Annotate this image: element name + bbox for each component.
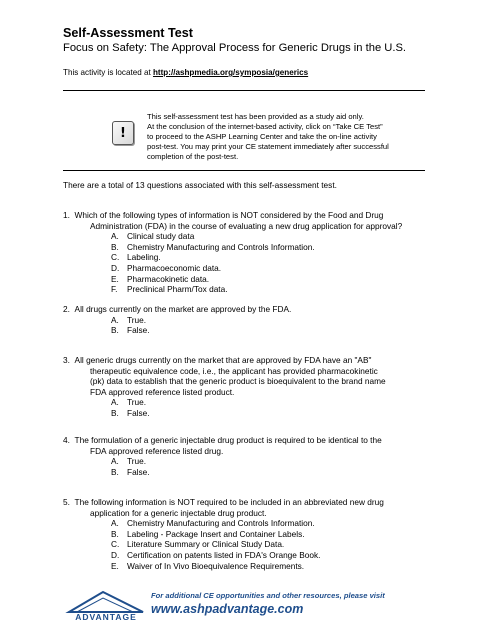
- answer-option: A. True.: [111, 314, 147, 325]
- advantage-logo: [63, 590, 149, 622]
- question-4: [63, 435, 382, 477]
- page-title: Self-Assessment Test: [63, 26, 193, 40]
- notice-line: completion of the post-test.: [147, 152, 239, 161]
- question-text: application for a generic injectable drug product.: [90, 507, 267, 518]
- question-stem: [63, 210, 402, 221]
- divider-bottom: [63, 170, 425, 171]
- question-text: FDA approved reference listed product.: [90, 386, 235, 397]
- question-number: 1.: [63, 210, 70, 220]
- question-5: [63, 497, 384, 571]
- logo-wordmark: ADVANTAGE: [75, 612, 137, 622]
- question-stem: [63, 355, 386, 366]
- footer-tagline: For additional CE opportunities and other resources, please visit: [151, 591, 385, 600]
- question-stem: [63, 497, 384, 508]
- answer-option: A. True.: [111, 397, 147, 408]
- question-2: [63, 304, 291, 336]
- footer-url[interactable]: www.ashpadvantage.com: [151, 602, 304, 616]
- answer-option: A. Clinical study data: [111, 231, 195, 242]
- question-3: [63, 355, 386, 419]
- question-number: 5.: [63, 497, 70, 507]
- answer-option: C. Labeling.: [111, 252, 161, 263]
- activity-location: [63, 68, 308, 77]
- exclamation-icon: !: [112, 121, 134, 145]
- activity-link[interactable]: http://ashpmedia.org/symposia/generics: [152, 68, 309, 77]
- answer-option: E. Waiver of In Vivo Bioequivalence Requirements.: [111, 560, 305, 571]
- answer-option: B. Labeling - Package Insert and Container Labels.: [111, 528, 305, 539]
- question-text: All generic drugs currently on the market that are approved by FDA have an "AB": [74, 355, 372, 365]
- answer-option: F. Preclinical Pharm/Tox data.: [111, 284, 228, 295]
- answer-option: C. Literature Summary or Clinical Study Data.: [111, 539, 285, 550]
- notice-text: [147, 112, 409, 162]
- notice-line: At the conclusion of the internet-based activity, click on “Take CE Test”: [147, 122, 383, 131]
- answer-option: A. True.: [111, 456, 147, 467]
- divider-top: [63, 90, 425, 91]
- question-stem: [63, 435, 382, 446]
- answer-option: B. Chemistry Manufacturing and Controls Information.: [111, 241, 315, 252]
- answer-option: B. False.: [111, 466, 150, 477]
- notice-line: This self-assessment test has been provided as a study aid only.: [147, 112, 364, 121]
- question-text: therapeutic equivalence code, i.e., the applicant has provided pharmacokinetic: [90, 365, 378, 376]
- question-number: 3.: [63, 355, 70, 365]
- answer-option: B. False.: [111, 407, 150, 418]
- question-text: All drugs currently on the market are approved by the FDA.: [74, 304, 292, 314]
- question-text: FDA approved reference listed drug.: [90, 445, 224, 456]
- page-subtitle: Focus on Safety: The Approval Process for Generic Drugs in the U.S.: [63, 42, 407, 54]
- notice-line: post-test. You may print your CE statement immediately after successful: [147, 142, 389, 151]
- answer-option: E. Pharmacokinetic data.: [111, 273, 210, 284]
- answer-option: D. Pharmacoeconomic data.: [111, 262, 222, 273]
- answer-option: A. Chemistry Manufacturing and Controls Information.: [111, 518, 315, 529]
- footer-banner: [63, 588, 433, 624]
- question-text: The formulation of a generic injectable drug product is required to be identical to the: [74, 435, 382, 445]
- question-number: 4.: [63, 435, 70, 445]
- answer-option: B. False.: [111, 325, 150, 336]
- notice-line: to proceed to the ASHP Learning Center and take the on-line activity: [147, 132, 377, 141]
- question-stem: [63, 304, 291, 315]
- question-count: There are a total of 13 questions associated with this self-assessment test.: [63, 180, 337, 190]
- question-text: Which of the following types of information is NOT considered by the Food and Drug: [74, 210, 384, 220]
- question-text: Administration (FDA) in the course of evaluating a new drug application for approval?: [90, 220, 403, 231]
- question-text: (pk) data to establish that the generic product is bioequivalent to the brand name: [90, 376, 386, 387]
- location-prefix: This activity is located at: [63, 68, 153, 77]
- answer-option: D. Certification on patents listed in FDA's Orange Book.: [111, 549, 321, 560]
- question-text: The following information is NOT required to be included in an abbreviated new drug: [74, 497, 384, 507]
- question-number: 2.: [63, 304, 70, 314]
- question-1: [63, 210, 402, 295]
